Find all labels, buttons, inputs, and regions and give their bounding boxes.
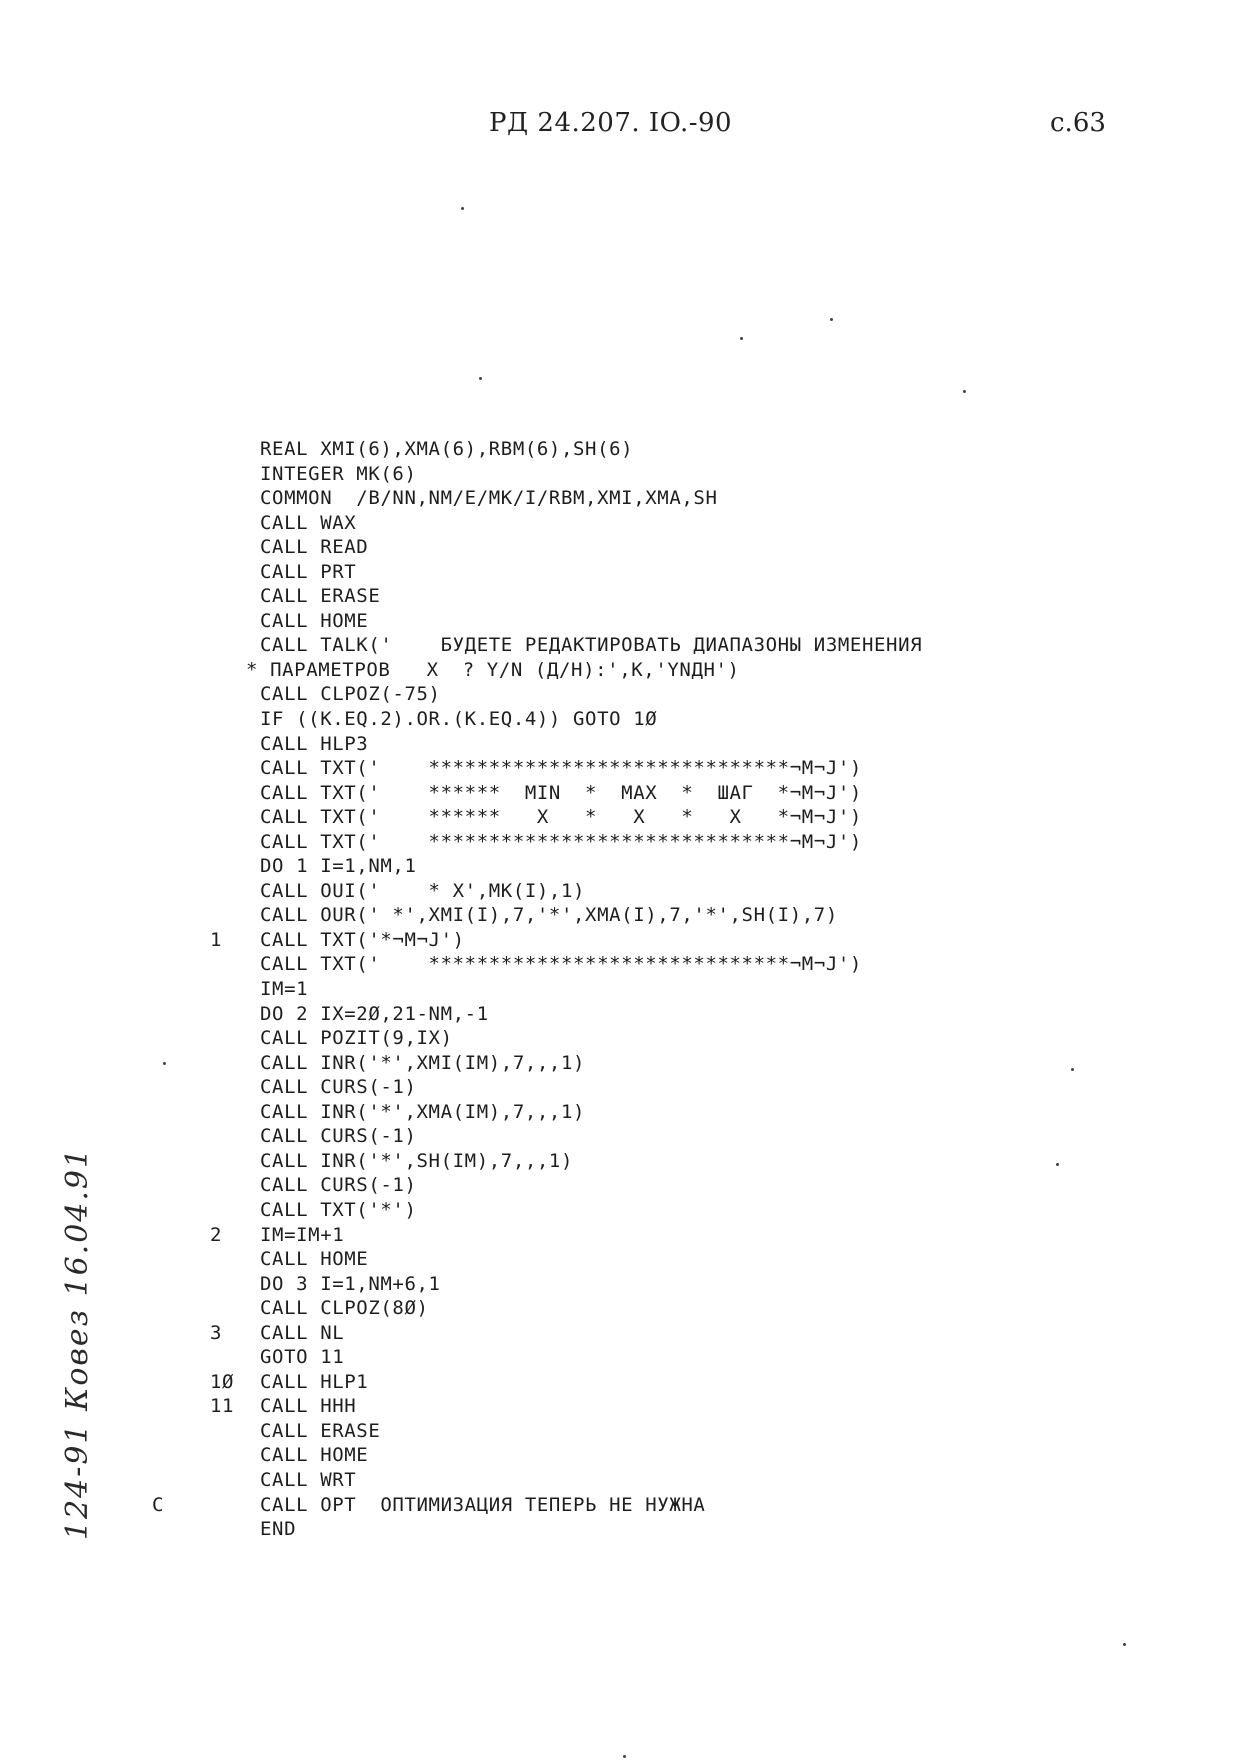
code-statement: CALL CURS(-1) (260, 1125, 417, 1148)
code-statement: CALL TXT(' ******************************¬M¬J') (260, 757, 862, 780)
code-line (0, 1051, 1255, 1076)
code-statement: CALL OUI(' * X',MK(I),1) (260, 879, 586, 902)
code-line (0, 756, 1255, 781)
code-listing (0, 437, 1255, 1542)
code-line (0, 879, 1255, 904)
code-statement: CALL HLP1 (260, 1370, 369, 1393)
code-statement: CALL TXT(' ******************************¬M¬J') (260, 953, 862, 976)
code-line (0, 584, 1255, 609)
code-line (0, 1149, 1255, 1174)
code-line (0, 1026, 1255, 1051)
code-statement: IF ((K.EQ.2).OR.(K.EQ.4)) GOTO 1Ø (260, 708, 658, 731)
scan-speck (163, 1062, 166, 1065)
code-statement: CALL PRT (260, 560, 357, 583)
code-line (0, 511, 1255, 536)
scan-speck (1071, 1068, 1074, 1071)
code-statement: CALL INR('*',SH(IM),7,,,1) (260, 1149, 574, 1172)
scan-speck (461, 207, 464, 210)
scan-speck (623, 1755, 626, 1758)
code-line (0, 977, 1255, 1002)
code-line (0, 781, 1255, 806)
code-line (0, 1370, 1255, 1395)
code-statement: CALL HHH (260, 1395, 357, 1418)
code-line (0, 633, 1255, 658)
code-line (0, 1223, 1255, 1248)
scan-speck (1056, 1163, 1059, 1166)
continuation-line: * ПАРАМЕТРОВ X ? Y/N (Д/Н):',K,'YNДН') (246, 658, 740, 681)
code-line (0, 707, 1255, 732)
code-line (0, 854, 1255, 879)
code-line (0, 1468, 1255, 1493)
code-statement: DO 2 IX=2Ø,21-NM,-1 (260, 1002, 489, 1025)
code-line (0, 1296, 1255, 1321)
code-statement: CALL OPT ОПТИМИЗАЦИЯ ТЕПЕРЬ НЕ НУЖНА (260, 1493, 706, 1516)
code-line (0, 1124, 1255, 1149)
code-line (0, 1345, 1255, 1370)
code-statement: CALL HOME (260, 609, 369, 632)
code-statement: CALL POZIT(9,IX) (260, 1027, 453, 1050)
code-line (0, 1002, 1255, 1027)
code-line (0, 1443, 1255, 1468)
code-line (0, 486, 1255, 511)
code-statement: IM=1 (260, 978, 309, 1001)
code-line (0, 928, 1255, 953)
code-line (0, 830, 1255, 855)
code-statement: CALL HOME (260, 1444, 369, 1467)
code-statement: CALL READ (260, 536, 369, 559)
code-statement: CALL ERASE (260, 1419, 381, 1442)
code-statement: CALL TXT(' ****** X * X * X *¬M¬J') (260, 806, 862, 829)
code-line (0, 732, 1255, 757)
code-line (0, 952, 1255, 977)
code-statement: CALL TXT('*') (260, 1198, 417, 1221)
code-line (0, 609, 1255, 634)
code-statement: INTEGER MK(6) (260, 462, 417, 485)
code-line (0, 1493, 1255, 1518)
code-statement: CALL INR('*',XMI(IM),7,,,1) (260, 1051, 586, 1074)
code-line (0, 437, 1255, 462)
statement-label: 1 (210, 928, 223, 951)
code-statement: CALL CLPOZ(8Ø) (260, 1297, 429, 1320)
scan-speck (1123, 1643, 1126, 1646)
code-statement: COMMON /B/NN,NM/E/MK/I/RBM,XMI,XMA,SH (260, 487, 718, 510)
code-statement: CALL NL (260, 1321, 345, 1344)
code-line (0, 1517, 1255, 1542)
scan-speck (740, 337, 743, 340)
code-line (0, 1272, 1255, 1297)
code-line (0, 1321, 1255, 1346)
handwritten-margin-note: 124-91 Ковез 16.04.91 (60, 1146, 95, 1540)
code-statement: CALL OUR(' *',XMI(I),7,'*',XMA(I),7,'*',SH(I),7) (260, 904, 838, 927)
page-number: с.63 (1050, 108, 1106, 138)
code-statement: DO 3 I=1,NM+6,1 (260, 1272, 441, 1295)
code-line (0, 1394, 1255, 1419)
code-line (0, 1198, 1255, 1223)
statement-label: 1Ø (210, 1370, 235, 1393)
code-line (0, 1075, 1255, 1100)
statement-label: 3 (210, 1321, 223, 1344)
code-statement: CALL CLPOZ(-75) (260, 683, 441, 706)
code-statement: IM=IM+1 (260, 1223, 345, 1246)
code-statement: REAL XMI(6),XMA(6),RBM(6),SH(6) (260, 438, 634, 460)
code-line (0, 1247, 1255, 1272)
code-statement: CALL TXT(' ****** MIN * MAX * ШАГ *¬M¬J') (260, 781, 862, 804)
code-statement: CALL WRT (260, 1468, 357, 1491)
code-line (0, 682, 1255, 707)
statement-label: 11 (210, 1395, 235, 1418)
code-statement: CALL HLP3 (260, 732, 369, 755)
code-statement: CALL ERASE (260, 585, 381, 608)
code-line (0, 658, 1255, 683)
code-statement: CALL TXT('*¬M¬J') (260, 928, 465, 951)
code-statement: CALL WAX (260, 511, 357, 534)
code-statement: DO 1 I=1,NM,1 (260, 855, 417, 878)
code-line (0, 560, 1255, 585)
code-statement: CALL TALK(' БУДЕТЕ РЕДАКТИРОВАТЬ ДИАПАЗОНЫ ИЗМЕНЕНИЯ (260, 634, 923, 657)
scan-speck (830, 318, 833, 321)
code-statement: CALL HOME (260, 1248, 369, 1271)
code-line (0, 1419, 1255, 1444)
code-statement: CALL CURS(-1) (260, 1174, 417, 1197)
statement-label: 2 (210, 1223, 223, 1246)
comment-marker: C (152, 1493, 165, 1516)
code-statement: END (260, 1518, 297, 1541)
code-line (0, 903, 1255, 928)
document-code: РД 24.207. IO.-90 (489, 108, 733, 138)
code-line (0, 805, 1255, 830)
code-statement: CALL TXT(' ******************************¬M¬J') (260, 830, 862, 853)
code-statement: GOTO 11 (260, 1346, 345, 1369)
code-statement: CALL CURS(-1) (260, 1076, 417, 1099)
scan-speck (963, 390, 966, 393)
code-line (0, 1173, 1255, 1198)
code-statement: CALL INR('*',XMA(IM),7,,,1) (260, 1100, 586, 1123)
code-line (0, 535, 1255, 560)
code-line (0, 462, 1255, 487)
scan-speck (479, 377, 482, 380)
code-line (0, 1100, 1255, 1125)
